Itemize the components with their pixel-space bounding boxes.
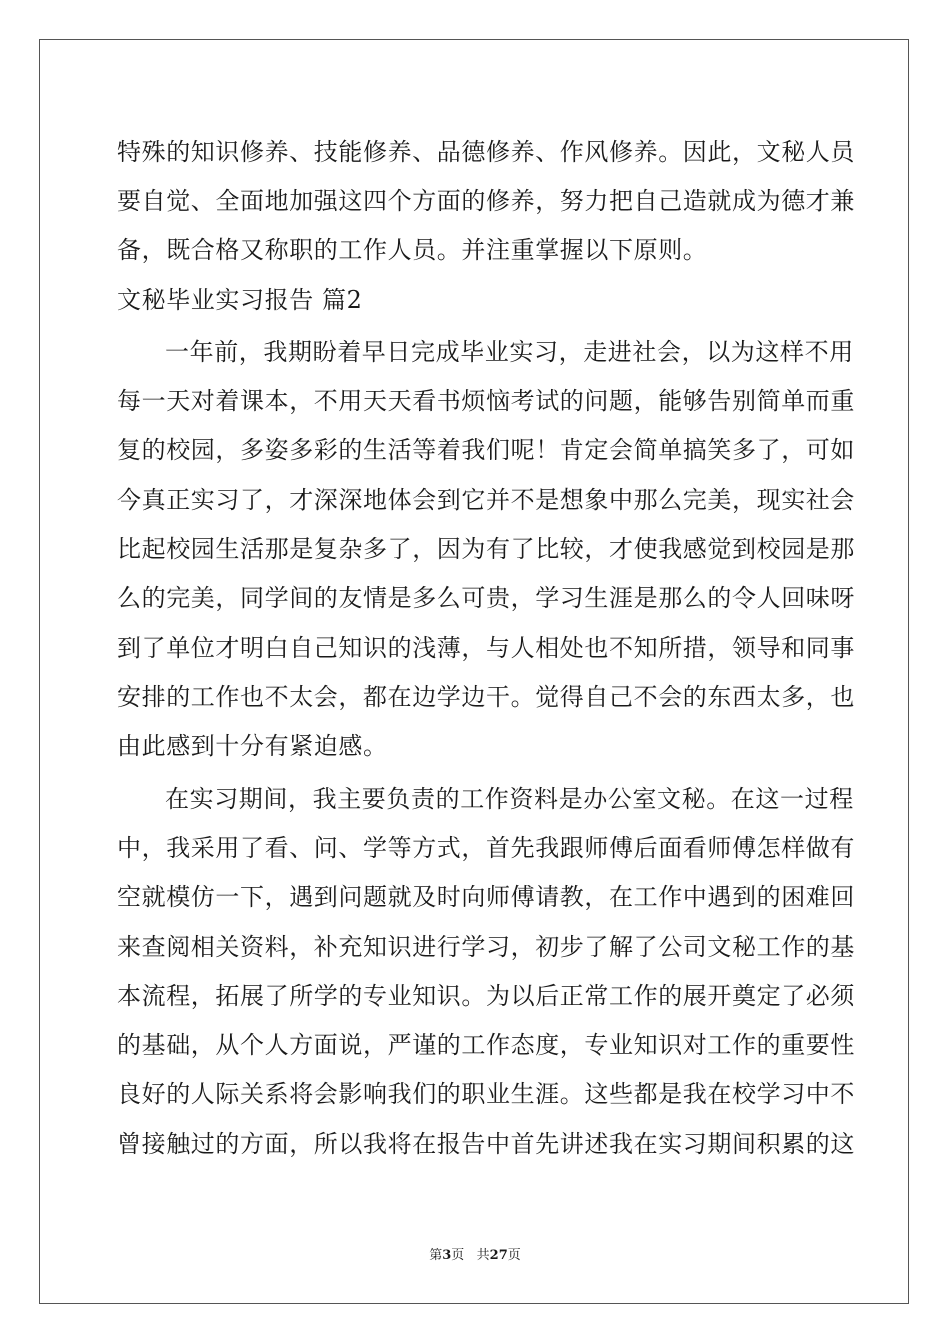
footer-prefix: 第 (429, 1248, 443, 1263)
body-line: 特殊的知识修养、技能修养、品德修养、作风修养。因此，文秘人员 (117, 138, 855, 166)
body-line: 要自觉、全面地加强这四个方面的修养，努力把自己造就成为德才兼 (117, 187, 855, 215)
body-line: 空就模仿一下，遇到问题就及时向师傅请教，在工作中遇到的困难回 (117, 883, 855, 911)
footer-mid: 页 共 (451, 1248, 490, 1263)
body-line: 由此感到十分有紧迫感。 (117, 732, 388, 760)
total-page-count: 27 (489, 1248, 508, 1263)
body-line: 备，既合格又称职的工作人员。并注重掌握以下原则。 (117, 236, 708, 264)
body-line: 本流程，拓展了所学的专业知识。为以后正常工作的展开奠定了必须 (117, 982, 855, 1010)
body-line: 复的校园，多姿多彩的生活等着我们呢！肯定会简单搞笑多了，可如 (117, 436, 855, 464)
page-footer (0, 1248, 950, 1264)
body-line: 在实习期间，我主要负责的工作资料是办公室文秘。在这一过程 (165, 785, 854, 813)
body-line: 到了单位才明白自己知识的浅薄，与人相处也不知所措，领导和同事 (117, 634, 855, 662)
current-page-number: 3 (442, 1248, 452, 1263)
body-line: 一年前，我期盼着早日完成毕业实习，走进社会，以为这样不用 (165, 338, 854, 366)
footer-suffix: 页 (507, 1248, 521, 1263)
body-line: 比起校园生活那是复杂多了，因为有了比较，才使我感觉到校园是那 (117, 535, 855, 563)
body-line: 的基础，从个人方面说，严谨的工作态度，专业知识对工作的重要性 (117, 1031, 855, 1059)
body-line: 中，我采用了看、问、学等方式，首先我跟师傅后面看师傅怎样做有 (117, 834, 855, 862)
body-line: 来查阅相关资料，补充知识进行学习，初步了解了公司文秘工作的基 (117, 933, 855, 961)
page-border (39, 39, 909, 1304)
body-line: 每一天对着课本，不用天天看书烦恼考试的问题，能够告别简单而重 (117, 387, 855, 415)
body-line: 良好的人际关系将会影响我们的职业生涯。这些都是我在校学习中不 (117, 1080, 855, 1108)
body-line: 今真正实习了，才深深地体会到它并不是想象中那么完美，现实社会 (117, 486, 855, 514)
body-line: 安排的工作也不太会，都在边学边干。觉得自己不会的东西太多，也 (117, 683, 855, 711)
body-line: 曾接触过的方面，所以我将在报告中首先讲述我在实习期间积累的这 (117, 1130, 855, 1158)
body-line: 么的完美，同学间的友情是多么可贵，学习生涯是那么的令人回味呀 (117, 584, 855, 612)
section-heading: 文秘毕业实习报告 篇2 (117, 286, 363, 314)
